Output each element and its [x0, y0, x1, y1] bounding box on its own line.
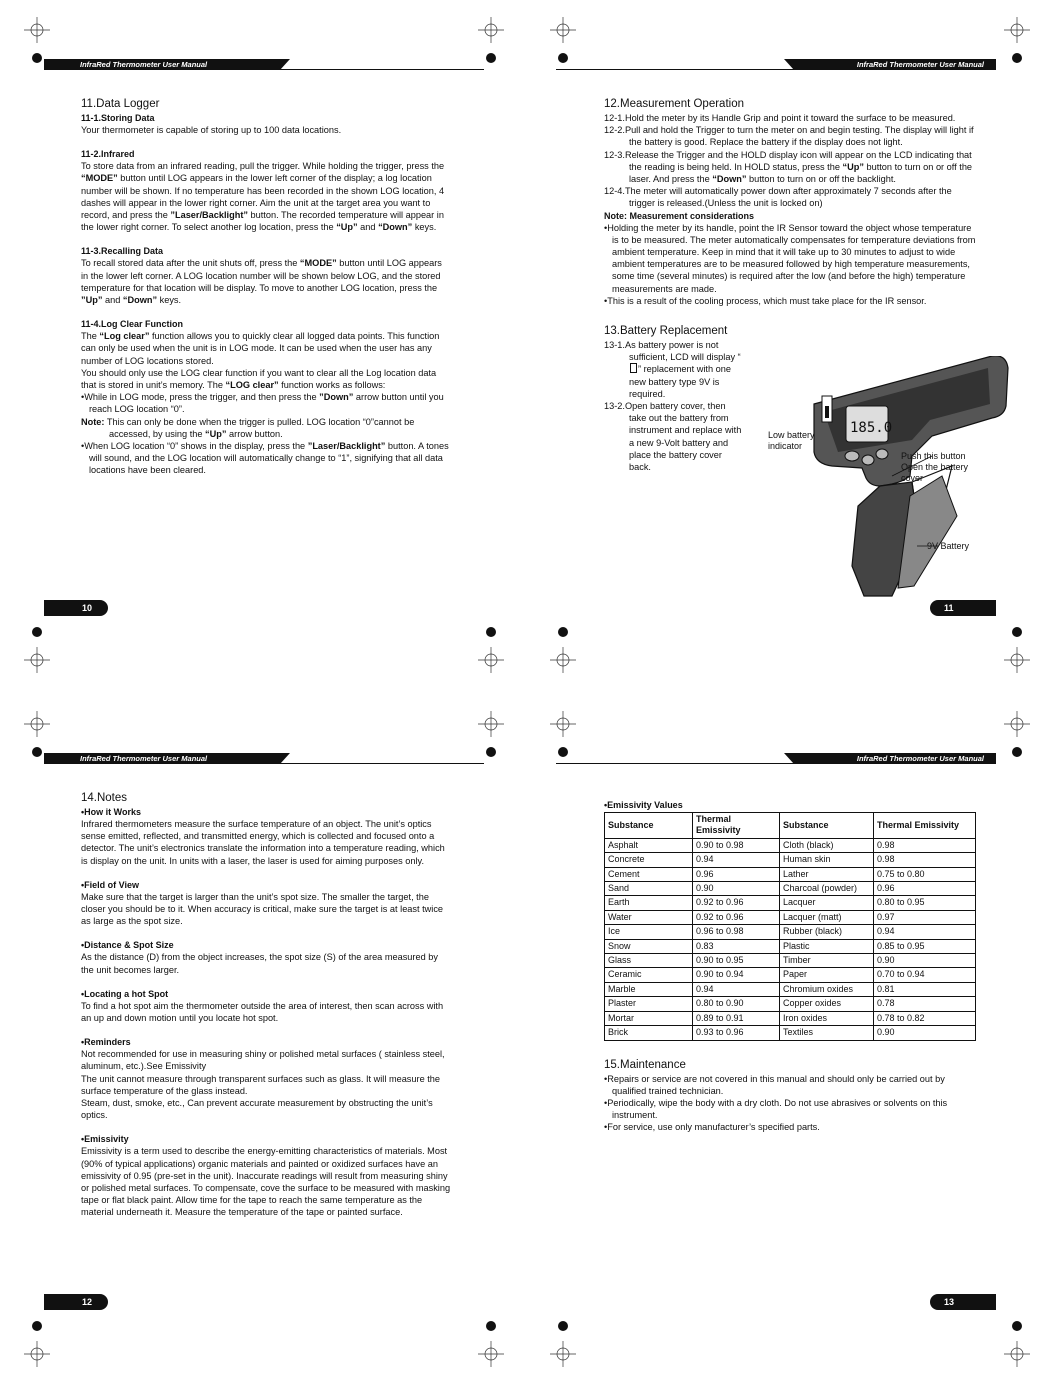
table-cell: 0.98 — [874, 838, 976, 852]
bullet-item: •Periodically, wipe the body with a dry cloth. Do not use abrasives or solvents on this instrument. — [604, 1097, 948, 1121]
paragraph: The “Log clear” function allows you to quickly clear all logged data points. This function can only be used when the unit is in LOG mode. It can be used when the user has any number of LOG locations stored. — [81, 331, 440, 366]
table-row — [605, 925, 976, 939]
page-number: 10 — [44, 600, 108, 616]
table-cell: Iron oxides — [780, 1011, 874, 1025]
step-item: 12-4.The meter will automatically power down after approximately 7 seconds after the trigger is released.(Unless the unit is locked on) — [604, 186, 952, 209]
table-cell: Ice — [605, 925, 693, 939]
bullet-item: •This is a result of the cooling process, which must take place for the IR sensor. — [604, 295, 927, 306]
table-cell: 0.96 to 0.98 — [693, 925, 780, 939]
push-button-callout: Push this button Open the battery cover — [901, 451, 969, 483]
table-cell: 0.92 to 0.96 — [693, 896, 780, 910]
running-header: InfraRed Thermometer User Manual — [44, 753, 280, 764]
table-cell: 0.78 — [874, 997, 976, 1011]
table-row — [605, 910, 976, 924]
section-title: 11.Data Logger — [81, 98, 160, 110]
table-cell: 0.90 — [874, 1026, 976, 1040]
table-cell: 0.85 to 0.95 — [874, 939, 976, 953]
table-cell: 0.90 to 0.98 — [693, 838, 780, 852]
paragraph: As the distance (D) from the object increases, the spot size (S) of the area measured by the unit becomes larger. — [81, 952, 438, 975]
column-header: Substance — [605, 813, 693, 839]
paragraph: Not recommended for use in measuring shiny or polished metal surfaces ( stainless steel, aluminum, etc.).See Emissivity — [81, 1049, 445, 1072]
table-row — [605, 838, 976, 852]
table-row — [605, 882, 976, 896]
emissivity-table — [604, 812, 976, 1041]
table-cell: Glass — [605, 954, 693, 968]
table-cell: Plaster — [605, 997, 693, 1011]
header-rule — [44, 763, 484, 764]
section-title: 13.Battery Replacement — [604, 325, 728, 338]
bullet-item: •Repairs or service are not covered in this manual and should only be carried out by qualified trained technician. — [604, 1073, 945, 1096]
subsection-title: 11-1.Storing Data — [81, 113, 155, 123]
table-cell: Brick — [605, 1026, 693, 1040]
subsection-title: •Reminders — [81, 1037, 131, 1048]
step-item: 12-3.Release the Trigger and the HOLD display icon will appear on the LCD indicating that the reading is being held. In HOLD status, press the “Up” button to turn on or off the laser. And press the “Down” button to turn on or off the backlight. — [604, 149, 973, 185]
table-cell: 0.78 to 0.82 — [874, 1011, 976, 1025]
battery-steps — [604, 339, 744, 473]
subsection-title: •Locating a hot Spot — [81, 988, 169, 999]
table-cell: Plastic — [780, 939, 874, 953]
table-cell: 0.98 — [874, 853, 976, 867]
battery-callout: 9V Battery — [927, 541, 970, 551]
table-cell: 0.97 — [874, 910, 976, 924]
bullet-item: •When LOG location “0” shows in the display, press the ”Laser/Backlight” button. A tones will sound, and the LOG location will automatically change to “1”, signifying that all data locations have been cleared. — [81, 441, 449, 476]
table-cell: 0.96 — [874, 882, 976, 896]
table-row — [605, 896, 976, 910]
lcd-reading: 185.0 — [850, 420, 893, 436]
table-cell: 0.70 to 0.94 — [874, 968, 976, 982]
table-row — [605, 1026, 976, 1040]
paragraph: To store data from an infrared reading, pull the trigger. While holding the trigger, press the “MODE” button until LOG appears in the lower left corner of the display; a log location number will be shown. If no temperature has been recorded in the shown LOG location, 4 dashes will appear in the lower right corner. Aim the unit at the target area you want to record, and press the ”Laser/Backlight” button. The recorded temperature will appear in the lower right corner. To select another log location, press the “Up” and “Down” keys. — [81, 161, 445, 233]
table-cell: Rubber (black) — [780, 925, 874, 939]
paragraph: Steam, dust, smoke, etc., Can prevent accurate measurement by obstructing the unit’s optics. — [81, 1098, 433, 1121]
paragraph: Make sure that the target is larger than the unit’s spot size. The smaller the target, the closer you should be to it. When accuracy is critical, make sure the target is at least twice as large as the spot size. — [81, 891, 444, 927]
note-title: Note: Measurement considerations — [604, 210, 755, 221]
table-cell: 0.94 — [693, 853, 780, 867]
table-cell: 0.80 to 0.95 — [874, 896, 976, 910]
table-cell: 0.75 to 0.80 — [874, 867, 976, 881]
table-cell: Cloth (black) — [780, 838, 874, 852]
column-header: Substance — [780, 813, 874, 839]
low-battery-callout: Low battery indicator — [768, 430, 815, 451]
column-header: Thermal Emissivity — [693, 813, 780, 839]
subsection-title: 11-4.Log Clear Function — [81, 319, 184, 330]
table-cell: Water — [605, 910, 693, 924]
table-cell: 0.94 — [693, 982, 780, 996]
table-cell: 0.83 — [693, 939, 780, 953]
table-row — [605, 1011, 976, 1025]
table-cell: 0.80 to 0.90 — [693, 997, 780, 1011]
table-cell: 0.93 to 0.96 — [693, 1026, 780, 1040]
table-row — [605, 954, 976, 968]
page-11 — [520, 0, 1040, 694]
table-cell: Ceramic — [605, 968, 693, 982]
section-title: 15.Maintenance — [604, 1058, 686, 1071]
page-number: 12 — [44, 1294, 108, 1310]
subsection-title: •Emissivity — [81, 1134, 129, 1145]
table-cell: 0.90 — [874, 954, 976, 968]
table-cell: Textiles — [780, 1026, 874, 1040]
paragraph: Emissivity is a term used to describe the energy-emitting characteristics of materials. Most (90% of typical applications) organic materials and painted or oxidized surfaces have an emissivity of 0.95 (pre-set in the unit). Inaccurate readings will result from measuring shiny or polished metal surfaces. To compensate, cove the surface to be measured with masking tape or flat black paint. Allow time for the tape to reach the same temperature as the material underneath it. Measure the temperature of the tape or painted surface. — [81, 1146, 451, 1218]
step-item: 12-2.Pull and hold the Trigger to turn the meter on and begin testing. The display will light if the battery is good. Replace the battery if the display does not light. — [604, 125, 974, 148]
table-cell: 0.94 — [874, 925, 976, 939]
paragraph: To find a hot spot aim the thermometer outside the area of interest, then scan across with an up and down motion until you locate hot spot. — [81, 1000, 444, 1024]
paragraph: To recall stored data after the unit shuts off, press the “MODE” button until LOG appears in the lower left corner. A LOG location number will be shown below LOG, and the stored temperature for that location will be display. To move to another LOG location, press the ”Up” and “Down” keys. — [81, 258, 442, 306]
paragraph: You should only use the LOG clear function if you want to clear all the Log location data that is stored in unit’s memory. The “LOG clear” function works as follows: — [81, 367, 437, 391]
emissivity-section — [604, 799, 976, 1134]
table-cell: 0.90 to 0.94 — [693, 968, 780, 982]
header-rule — [44, 69, 484, 70]
note: Note: This can only be done when the trigger is pulled. LOG location “0”cannot be accessed, by using the “Up” arrow button. — [81, 416, 415, 439]
subsection-title: •How it Works — [81, 807, 141, 817]
table-header-row — [605, 813, 976, 839]
column-header: Thermal Emissivity — [874, 813, 976, 839]
table-row — [605, 982, 976, 996]
page-13 — [520, 694, 1040, 1388]
table-cell: Copper oxides — [780, 997, 874, 1011]
table-cell: Chromium oxides — [780, 982, 874, 996]
table-row — [605, 867, 976, 881]
table-cell: Paper — [780, 968, 874, 982]
page-12 — [0, 694, 520, 1388]
table-cell: Charcoal (powder) — [780, 882, 874, 896]
step-item: 12-1.Hold the meter by its Handle Grip and point it toward the surface to be measured. — [604, 113, 956, 123]
table-cell: Asphalt — [605, 838, 693, 852]
table-cell: Marble — [605, 982, 693, 996]
table-cell: Snow — [605, 939, 693, 953]
step-item: 13-2.Open battery cover, then take out the battery from instrument and replace with a new 9-Volt battery and place the battery cover back. — [604, 401, 742, 473]
header-rule — [556, 69, 996, 70]
paragraph: Your thermometer is capable of storing up to 100 data locations. — [81, 125, 342, 135]
table-cell: 0.81 — [874, 982, 976, 996]
section-title: 12.Measurement Operation — [604, 98, 744, 110]
table-cell: Human skin — [780, 853, 874, 867]
section-title: 14.Notes — [81, 792, 128, 804]
table-cell: 0.92 to 0.96 — [693, 910, 780, 924]
table-cell: Lather — [780, 867, 874, 881]
subsection-title: 11-2.Infrared — [81, 149, 135, 160]
subsection-title: •Distance & Spot Size — [81, 940, 174, 951]
table-row — [605, 968, 976, 982]
running-header: InfraRed Thermometer User Manual — [794, 753, 996, 764]
table-body — [605, 838, 976, 1040]
table-cell: Lacquer (matt) — [780, 910, 874, 924]
step-item: 13-1.As battery power is not sufficient, LCD will display “” replacement with one new battery type 9V is required. — [604, 340, 741, 399]
header-rule — [556, 763, 996, 764]
table-cell: Sand — [605, 882, 693, 896]
table-cell: Mortar — [605, 1011, 693, 1025]
table-cell: 0.90 to 0.95 — [693, 954, 780, 968]
battery-icon — [630, 363, 637, 373]
running-header: InfraRed Thermometer User Manual — [44, 59, 280, 70]
table-cell: Concrete — [605, 853, 693, 867]
table-row — [605, 853, 976, 867]
table-row — [605, 939, 976, 953]
notes-section — [81, 792, 451, 1219]
paragraph: The unit cannot measure through transparent surfaces such as glass. It will measure the surface temperature of the glass instead. — [81, 1073, 441, 1096]
table-cell: Lacquer — [780, 896, 874, 910]
subsection-title: •Field of View — [81, 879, 139, 890]
page-10 — [0, 0, 520, 694]
table-cell: Earth — [605, 896, 693, 910]
subsection-title: 11-3.Recalling Data — [81, 246, 164, 257]
bullet-item: •Holding the meter by its handle, point the IR Sensor toward the object whose temperature is to be measured. The meter automatically compensates for temperature deviations from ambient temperature. Keep in mind that it will take up to 30 minutes to adjust to wide ambient temperatures are to be measured followed by high temperature measurements, some time (several minutes) is required after the low (and before the high) temperature measurements are made. — [604, 222, 976, 294]
page-number: 11 — [930, 600, 996, 616]
table-cell: 0.90 — [693, 882, 780, 896]
data-logger-section — [81, 98, 451, 477]
page-number: 13 — [930, 1294, 996, 1310]
table-cell: Cement — [605, 867, 693, 881]
bullet-item: •While in LOG mode, press the trigger, and then press the ”Down” arrow button until you reach LOG location “0”. — [81, 392, 444, 415]
table-title: •Emissivity Values — [604, 800, 683, 810]
table-cell: Timber — [780, 954, 874, 968]
table-row — [605, 997, 976, 1011]
bullet-item: •For service, use only manufacturer’s specified parts. — [604, 1122, 820, 1133]
table-cell: 0.89 to 0.91 — [693, 1011, 780, 1025]
paragraph: Infrared thermometers measure the surface temperature of an object. The unit’s optics sense emitted, reflected, and transmitted energy, which is collected and focused onto a detector. The unit’s electronics translate the information into a temperature reading, which is display on the unit. In units with a laser, the laser is used for aiming purposes only. — [81, 819, 445, 866]
table-cell: 0.96 — [693, 867, 780, 881]
running-header: InfraRed Thermometer User Manual — [794, 59, 996, 70]
